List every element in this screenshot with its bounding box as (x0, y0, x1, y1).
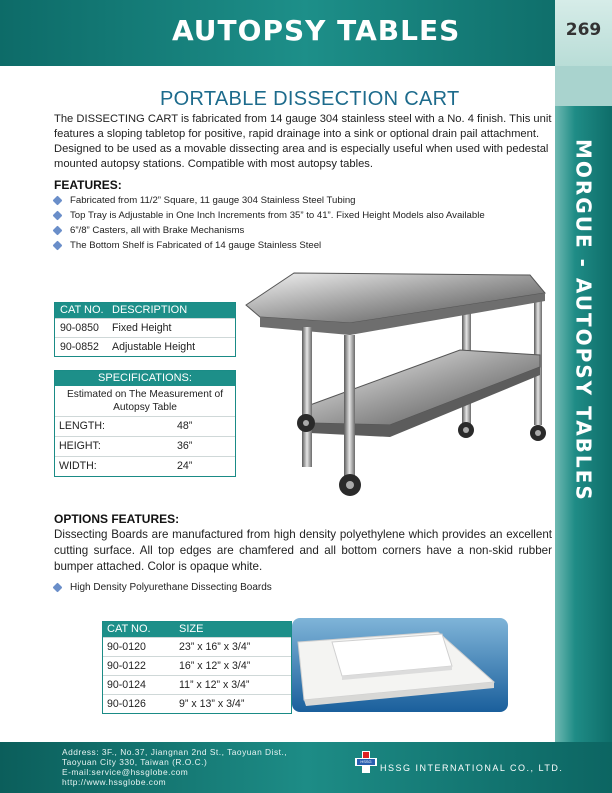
specifications-note: Estimated on The Measurement of Autopsy Table (66, 389, 224, 413)
bullet-icon (53, 226, 63, 236)
email-link[interactable]: E-mail:service@hssglobe.com (62, 767, 189, 777)
address-line-1: Address: 3F., No.37, Jiangnan 2nd St., Taoyuan Dist., (62, 747, 288, 757)
table-row: 90-0852 Adjustable Height (55, 337, 235, 356)
boards-table (102, 621, 292, 714)
website-link[interactable]: http://www.hssglobe.com (62, 777, 167, 787)
options-text: Dissecting Boards are manufactured from high density polyethylene which provides an excellent cutting surface. All top edges are chamfered and all bottom corners have a non-skid rubber bumper attached. Color is opaque white. (54, 528, 552, 573)
side-band-label: MORGUE - AUTOPSY TABLES (571, 138, 596, 502)
catalog-table (54, 302, 236, 357)
table-row: 90-0126 9” x 13” x 3/4” (103, 694, 291, 713)
specifications-heading: SPECIFICATIONS: (55, 371, 235, 386)
feature-item: Top Tray is Adjustable in One Inch Increments from 35” to 41”. Fixed Height Models also Available (54, 208, 554, 223)
feature-item: The Bottom Shelf is Fabricated of 14 gauge Stainless Steel (54, 238, 554, 253)
footer-contact (62, 747, 287, 787)
bullet-icon (53, 196, 63, 206)
table-row: 90-0122 16” x 12” x 3/4” (103, 656, 291, 675)
table-row: 90-0850 Fixed Height (55, 318, 235, 337)
specifications-table (54, 370, 236, 477)
options-heading: OPTIONS FEATURES: (54, 512, 180, 526)
table-row: 90-0120 23” x 16” x 3/4” (103, 637, 291, 656)
spec-row: HEIGHT: 36” (55, 436, 235, 456)
product-intro: The DISSECTING CART is fabricated from 14 gauge 304 stainless steel with a No. 4 finish. This unit features a sloping tabletop for positive, rapid drainage into a sink or optional drain pail attachment. Designed to be used as a movable dissecting area and is especially useful when used with pedestal mounted autopsy stations. Compatible with most autopsy tables. (54, 113, 552, 170)
page-number: 269 (565, 20, 602, 40)
option-item: High Density Polyurethane Dissecting Boards (54, 580, 454, 595)
logo-lettering: HSSG (357, 759, 375, 765)
company-name: HSSG INTERNATIONAL CO., LTD. (380, 763, 564, 773)
header-size: SIZE (179, 623, 204, 635)
options-list (54, 580, 454, 595)
bullet-icon (53, 583, 63, 593)
header-cat-no: CAT NO. (107, 623, 151, 635)
page-title: AUTOPSY TABLES (172, 14, 461, 47)
table-row: 90-0124 11” x 12” x 3/4” (103, 675, 291, 694)
bullet-icon (53, 241, 63, 251)
dissection-cart-image (240, 255, 550, 505)
dissecting-boards-image (292, 618, 508, 712)
features-list (54, 193, 554, 253)
spec-row: LENGTH: 48” (55, 416, 235, 436)
catalog-table-header (55, 303, 235, 318)
header-cat-no: CAT NO. (60, 304, 104, 316)
header-description: DESCRIPTION (112, 304, 188, 316)
product-title: PORTABLE DISSECTION CART (160, 88, 460, 110)
features-heading: FEATURES: (54, 178, 122, 192)
spec-row: WIDTH: 24” (55, 456, 235, 476)
boards-table-header (103, 622, 291, 637)
feature-item: Fabricated from 11/2” Square, 11 gauge 304 Stainless Steel Tubing (54, 193, 554, 208)
feature-item: 6”/8” Casters, all with Brake Mechanisms (54, 223, 554, 238)
bullet-icon (53, 211, 63, 221)
address-line-2: Taoyuan City 330, Taiwan (R.O.C.) (62, 757, 208, 767)
hssg-logo-icon (355, 751, 377, 773)
